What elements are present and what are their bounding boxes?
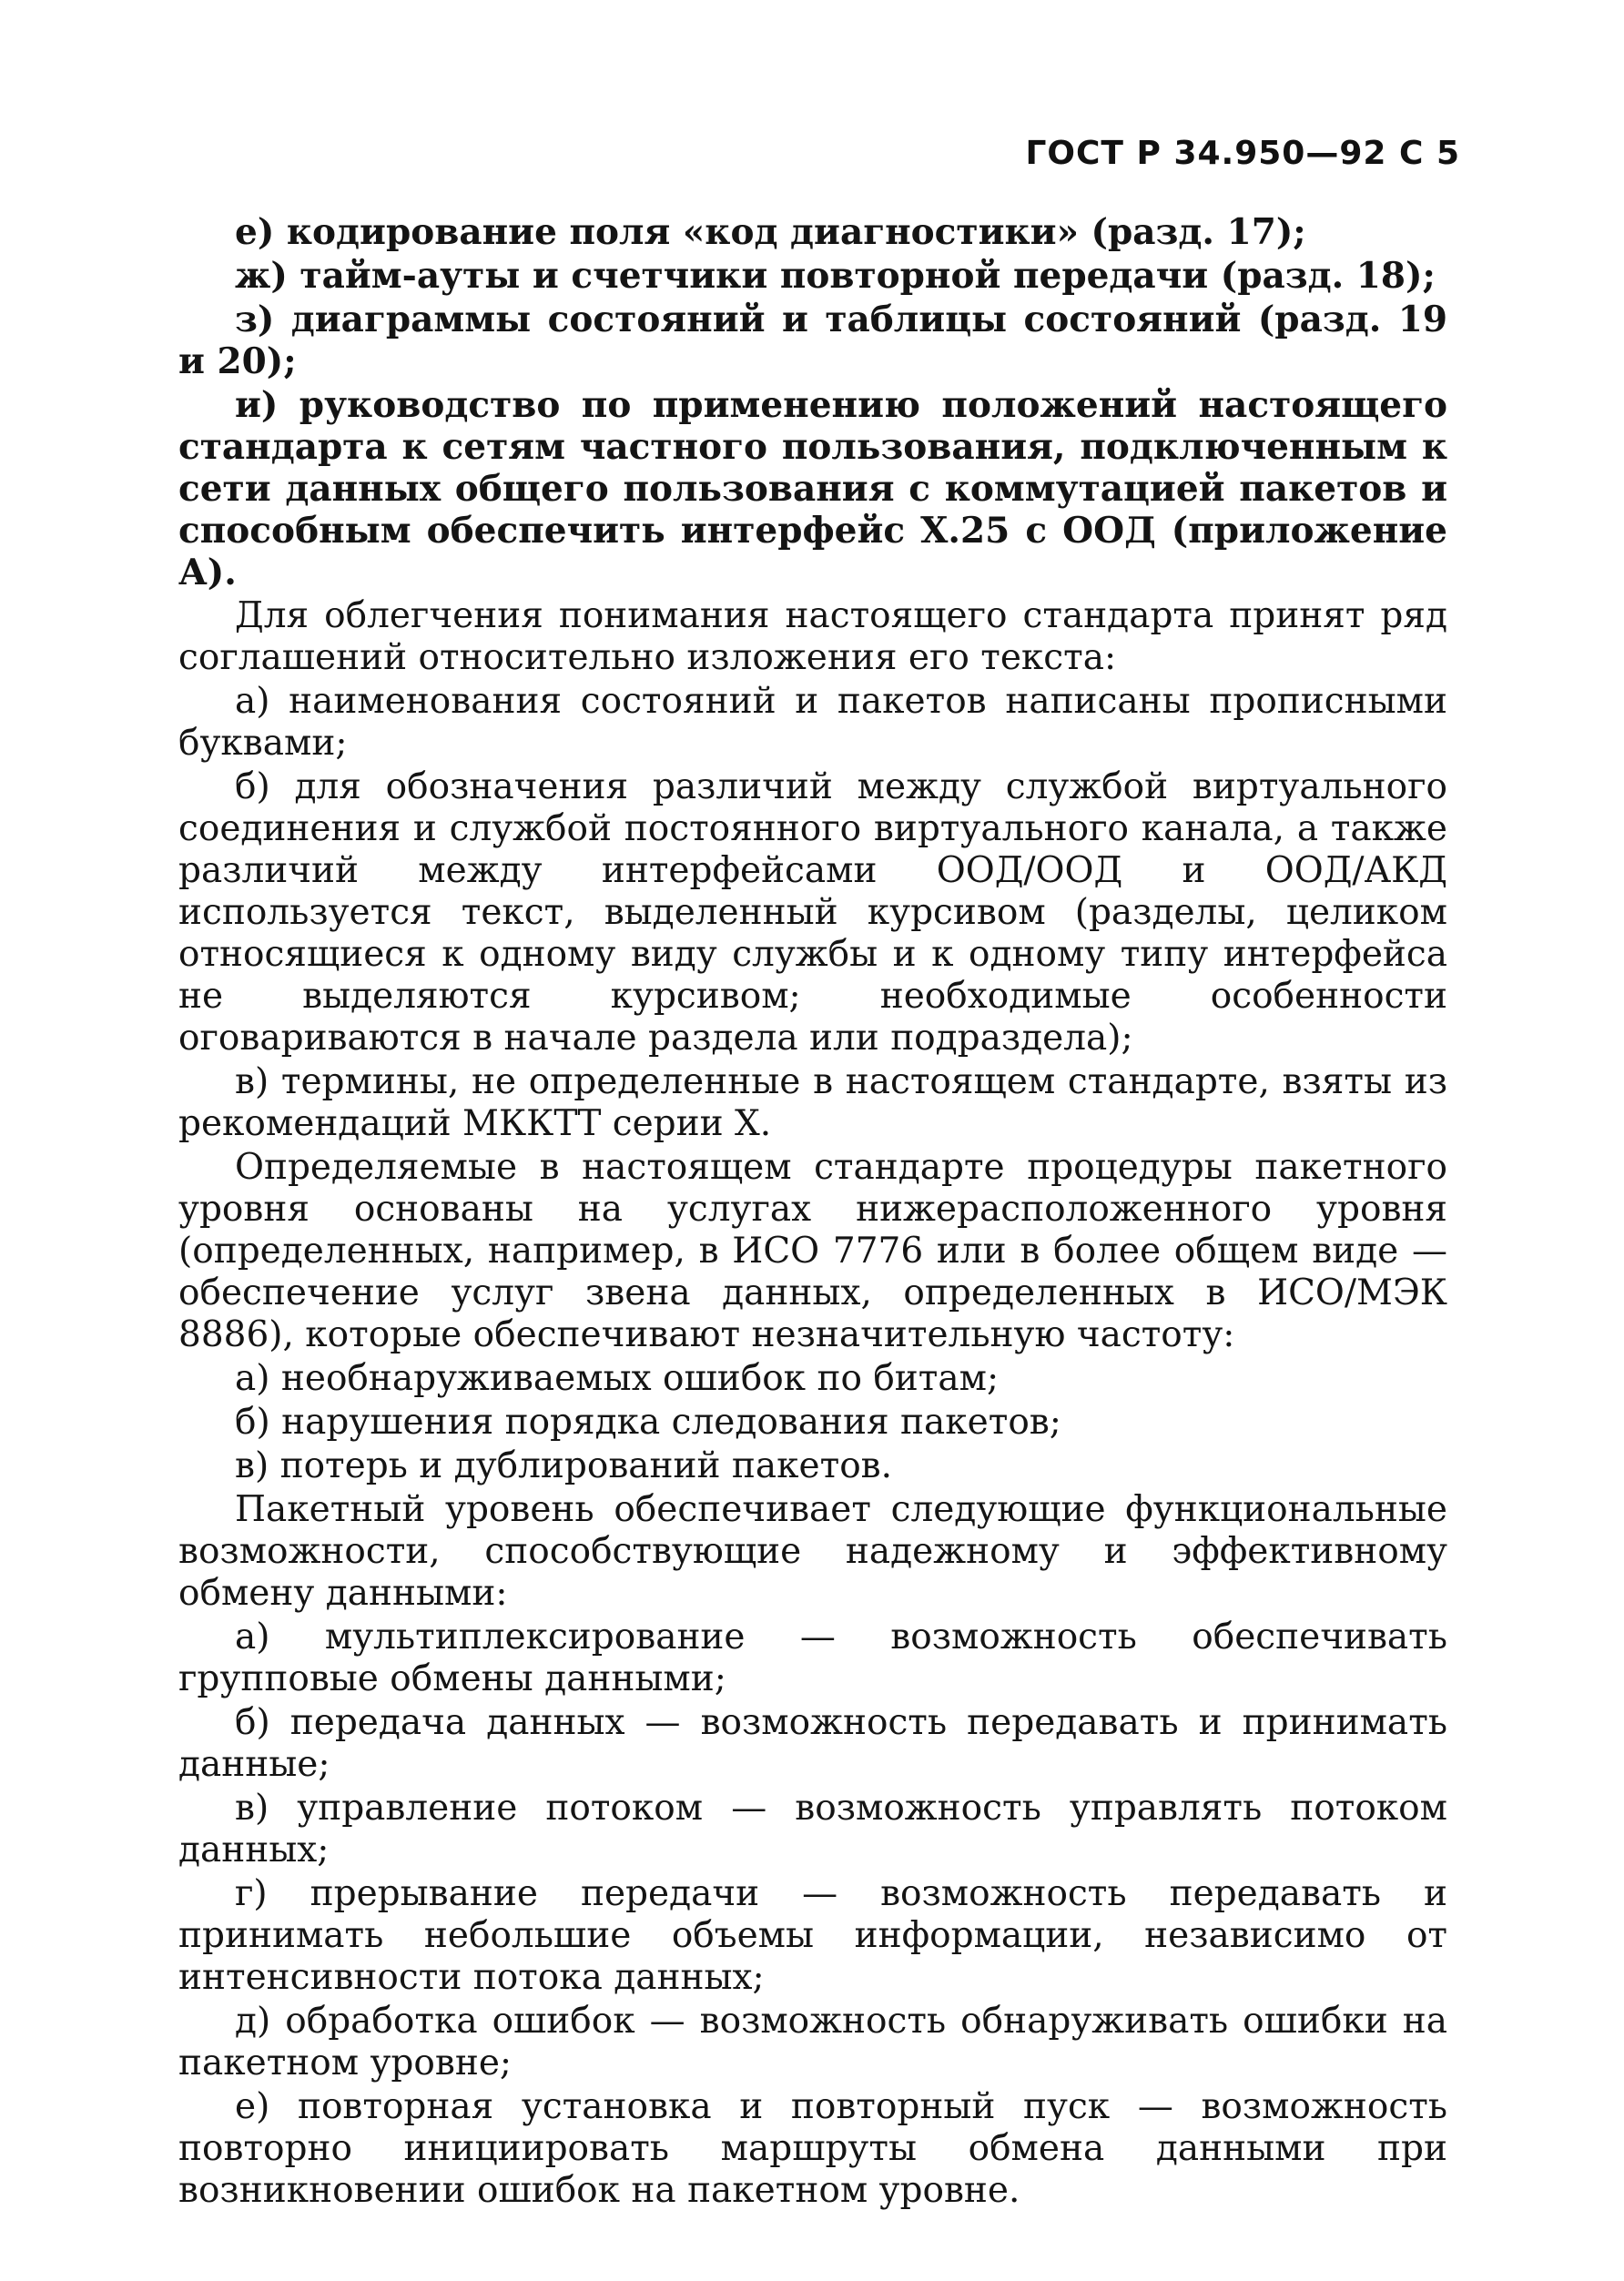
list-item-i: и) руководство по применению положений настоящего стандарта к сетям частного пользования, подключенным к сети данных общего пользования с коммутацией пакетов и способным обеспечить интерфейс X.25 с ООД (приложение А). [178, 384, 1447, 593]
list-item-ye: е) повторная установка и повторный пуск — возможность повторно инициировать маршруты обмена данными при возникновении ошибок на пакетном уровне. [178, 2086, 1447, 2211]
list-item-v: в) потерь и дублирований пакетов. [235, 1445, 893, 1486]
list-item-ye: е) кодирование поля «код диагностики» (разд. 17); [235, 211, 1306, 253]
list-item-z: з) диаграммы состояний и таблицы состояний (разд. 19 и 20); [178, 299, 1447, 382]
list-item-a: а) мультиплексирование — возможность обеспечивать групповые обмены данными; [178, 1617, 1447, 1699]
paragraph-procedures: Определяемые в настоящем стандарте процедуры пакетного уровня основаны на услугах нижерасположенного уровня (определенных, например, в ИСО 7776 или в более общем виде — обеспечение услуг звена данных, определенных в ИСО/МЭК 8886), которые обеспечивают незначительную частоту: [178, 1147, 1447, 1355]
list-item-a: а) необнаруживаемых ошибок по битам; [235, 1358, 1000, 1399]
list-item-v: в) термины, не определенные в настоящем стандарте, взяты из рекомендаций МККТТ серии X. [178, 1061, 1447, 1144]
list-item-b: б) для обозначения различий между службой виртуального соединения и службой постоянного виртуального канала, а также различий между интерфейсами ООД/ООД и ООД/АКД используется текст, выделенный курсивом (разделы, целиком относящиеся к одному виду службы и к одному типу интерфейса не выделяются курсивом; необходимые особенности оговариваются в начале раздела или подраздела); [178, 766, 1447, 1059]
list-item-v: в) управление потоком — возможность управлять потоком данных; [178, 1788, 1447, 1870]
list-item-zh: ж) тайм-ауты и счетчики повторной передачи (разд. 18); [235, 255, 1436, 297]
list-item-d: д) обработка ошибок — возможность обнаруживать ошибки на пакетном уровне; [178, 2001, 1447, 2083]
list-item-b: б) нарушения порядка следования пакетов; [235, 1402, 1061, 1443]
list-item-g: г) прерывание передачи — возможность передавать и принимать небольшие объемы информации, независимо от интенсивности потока данных; [178, 1873, 1447, 1998]
paragraph-capabilities: Пакетный уровень обеспечивает следующие функциональные возможности, способствующие надежному и эффективному обмену данными: [178, 1489, 1447, 1614]
list-item-b: б) передача данных — возможность передавать и принимать данные; [178, 1702, 1447, 1785]
paragraph-conventions: Для облегчения понимания настоящего стандарта принят ряд соглашений относительно изложения его текста: [178, 595, 1447, 678]
page-header: ГОСТ Р 34.950—92 С 5 [1025, 135, 1460, 172]
list-item-a: а) наименования состояний и пакетов написаны прописными буквами; [178, 681, 1447, 764]
page-body [178, 211, 1447, 2214]
